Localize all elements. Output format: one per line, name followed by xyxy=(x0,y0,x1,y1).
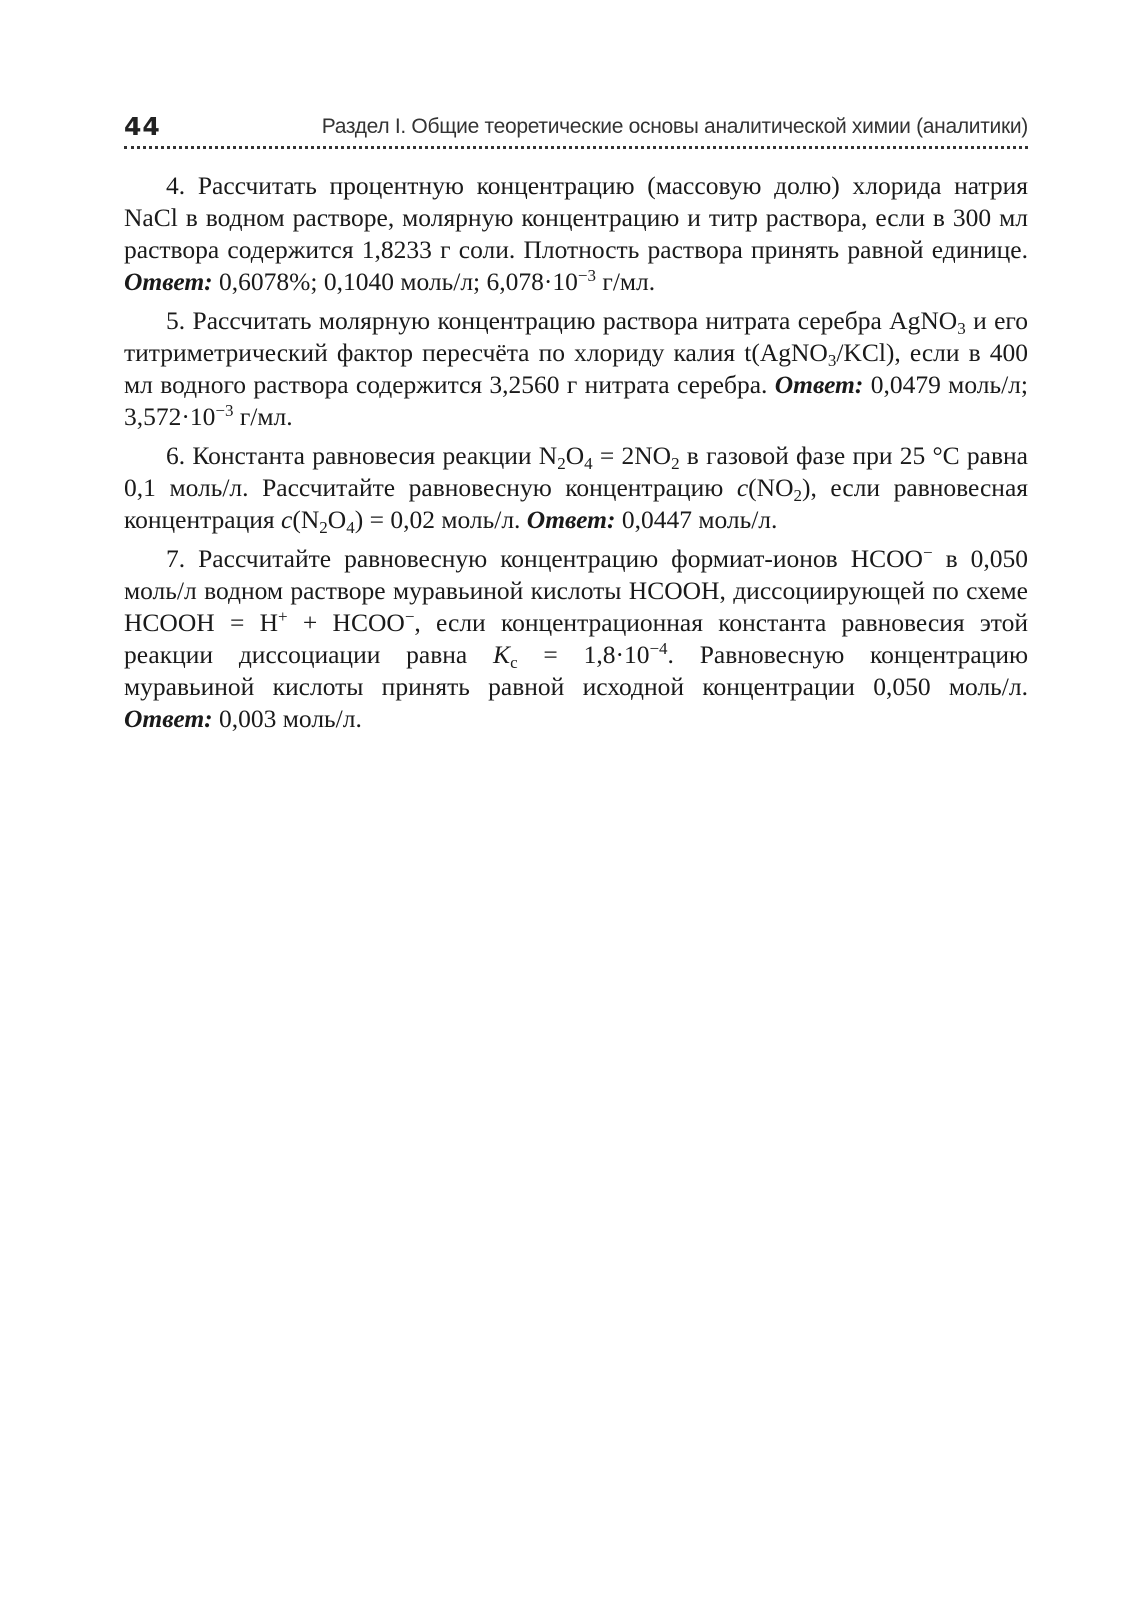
page-number: 44 xyxy=(124,112,161,141)
running-head: Раздел I. Общие теоретические основы аналитической химии (аналитики) xyxy=(321,115,1028,138)
problem-text: ) = 0,02 моль/л. xyxy=(354,505,521,534)
exponent: −3 xyxy=(215,401,234,420)
problem-4 xyxy=(124,170,1028,298)
problem-text: в газовой фазе при 25 °C равна 0,1 моль/л. Рассчитайте равновесную концентрацию xyxy=(124,441,1029,502)
problem-text: O xyxy=(565,441,585,470)
problem-text: , если концентрационная константа равновесия этой реакции диссоциации равна xyxy=(124,608,1029,669)
page-header xyxy=(124,108,1028,148)
answer-value: 0,003 моль/л. xyxy=(219,704,362,733)
superscript: − xyxy=(922,543,933,562)
problem-text: O xyxy=(327,505,347,534)
answer-value: 0,0479 моль/л; 3,572·10 xyxy=(124,370,1028,431)
problem-number: 7. xyxy=(166,544,186,573)
problem-text: (NO xyxy=(748,473,794,502)
problem-text: (N xyxy=(292,505,320,534)
problem-text: Константа равновесия реакции N xyxy=(192,441,558,470)
problem-text: Рассчитать молярную концентрацию раствора нитрата серебра AgNO xyxy=(192,306,958,335)
answer-label: Ответ: xyxy=(124,704,213,733)
problem-text: Рассчитать процентную концентрацию (массовую долю) хлорида натрия NaCl в водном растворе, молярную концентрацию и титр раствора, если в 300 мл раствора содержится 1,8233 г соли. Плотность раствора принять равной единице. xyxy=(124,171,1028,264)
superscript: − xyxy=(404,607,415,626)
answer-unit: г/мл. xyxy=(233,402,293,431)
problem-5 xyxy=(124,305,1028,433)
problem-text: = 1,8·10 xyxy=(517,640,650,669)
answer-unit: г/мл. xyxy=(595,267,656,296)
problem-number: 4. xyxy=(166,171,186,200)
answer-value: 0,6078%; 0,1040 моль/л; 6,078·10 xyxy=(219,267,578,296)
problem-text: = 2NO xyxy=(592,441,672,470)
problem-text: и его титриметрический фактор пересчёта по хлориду калия t(AgNO xyxy=(124,306,1028,367)
subscript: c xyxy=(510,653,518,672)
subscript: 2 xyxy=(793,486,802,505)
subscript: 2 xyxy=(319,518,328,537)
problem-text: + HCOO xyxy=(287,608,405,637)
subscript: 3 xyxy=(957,319,966,338)
answer-value: 0,0447 моль/л. xyxy=(621,505,778,534)
problem-6 xyxy=(124,440,1028,536)
concentration-symbol: c xyxy=(281,505,293,534)
problem-text: ), если равновесная концентрация xyxy=(124,473,1028,534)
subscript: 2 xyxy=(557,454,566,473)
problem-text: . Равновесную концентрацию муравьиной кислоты принять равной исходной концентрации 0,050 моль/л. xyxy=(124,640,1029,701)
answer-label: Ответ: xyxy=(526,505,616,534)
problem-7 xyxy=(124,543,1028,735)
problem-text: в 0,050 моль/л водном растворе муравьиной кислоты HCOOH, диссоциирующей по схеме HCOOH = H xyxy=(124,544,1028,637)
subscript: 2 xyxy=(671,454,680,473)
problem-number: 5. xyxy=(166,306,186,335)
exponent: −4 xyxy=(649,639,668,658)
subscript: 4 xyxy=(584,454,593,473)
concentration-symbol: c xyxy=(736,473,749,502)
header-dotted-rule xyxy=(124,146,1028,149)
problem-text: Рассчитайте равновесную концентрацию формиат-ионов HCOO xyxy=(198,544,923,573)
page-body xyxy=(124,170,1028,742)
answer-label: Ответ: xyxy=(124,267,213,296)
answer-label: Ответ: xyxy=(774,370,864,399)
constant-symbol: K xyxy=(493,640,511,669)
superscript: + xyxy=(278,607,288,626)
problem-number: 6. xyxy=(166,441,186,470)
subscript: 4 xyxy=(346,518,355,537)
problem-text: /KCl), если в 400 мл водного раствора содержится 3,2560 г нитрата серебра. xyxy=(124,338,1028,399)
exponent: −3 xyxy=(577,266,596,285)
subscript: 3 xyxy=(827,351,837,370)
